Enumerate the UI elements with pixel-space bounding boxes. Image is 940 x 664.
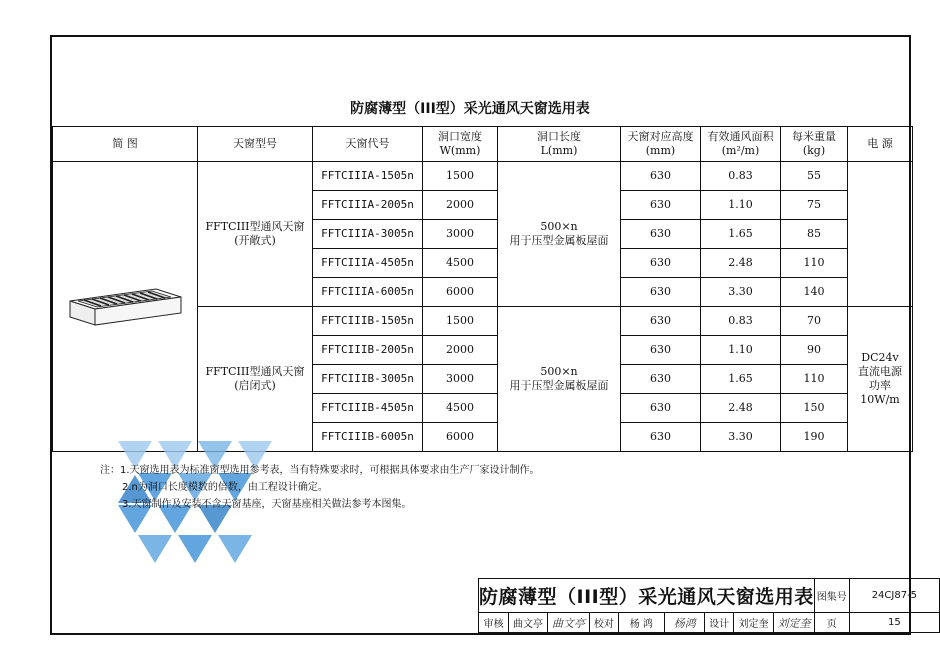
width-cell: 3000 [423,365,498,394]
skylight-diagram [53,162,198,452]
header-length-2: L(mm) [540,144,578,157]
length-cell-b [498,307,621,452]
weight-cell: 90 [781,336,848,365]
power-type: 直流电源 [858,365,902,378]
page-number: 15 [849,613,939,633]
table-title: 防腐薄型（III型）采光通风天窗选用表 [350,101,590,117]
area-cell: 1.10 [701,191,781,220]
note-1: 注：1.天窗选用表为标准窗型选用参考表，当有特殊要求时，可根据具体要求由生产厂家设计制作。 [100,465,540,476]
length-a-2: 用于压型金属板屋面 [509,234,609,247]
area-cell: 2.48 [701,249,781,278]
area-cell: 2.48 [701,394,781,423]
width-cell: 2000 [423,191,498,220]
design-label: 设计 [705,613,733,633]
checker-signature: 杨鸿 [665,613,705,633]
length-b-2: 用于压型金属板屋面 [509,379,609,392]
model-cell-b [198,307,313,452]
height-cell: 630 [621,365,701,394]
skylight-figure [68,287,183,327]
weight-cell: 140 [781,278,848,307]
code-cell: FFTCIIIB-4505n [313,394,423,423]
weight-cell: 110 [781,365,848,394]
header-area [701,127,781,162]
code-cell: FFTCIIIA-2005n [313,191,423,220]
width-cell: 6000 [423,278,498,307]
header-area-1: 有效通风面积 [707,130,774,143]
model-a-type: (开敞式) [234,234,276,247]
designer-name: 刘定奎 [733,613,773,633]
code-cell: FFTCIIIB-3005n [313,365,423,394]
note-2: 2.n为洞口长度模数的倍数，由工程设计确定。 [122,482,328,493]
header-width-1: 洞口宽度 [438,130,482,143]
length-cell-a [498,162,621,307]
reviewer-name: 曲文亭 [509,613,547,633]
height-cell: 630 [621,249,701,278]
area-cell: 0.83 [701,162,781,191]
header-power: 电 源 [848,127,913,162]
height-cell: 630 [621,220,701,249]
atlas-number: 24CJ87-5 [849,579,939,613]
model-b-type: (启闭式) [234,379,276,392]
code-cell: FFTCIIIB-2005n [313,336,423,365]
review-label: 审核 [479,613,509,633]
area-cell: 1.65 [701,365,781,394]
model-b-name: FFTCIII型通风天窗 [205,365,305,378]
weight-cell: 85 [781,220,848,249]
selection-table [52,126,913,452]
height-cell: 630 [621,162,701,191]
header-width-2: W(mm) [439,144,481,157]
note-3: 3.天窗制作及安装不含天窗基座，天窗基座相关做法参考本图集。 [122,499,412,510]
header-length-1: 洞口长度 [537,130,581,143]
check-label: 校对 [590,613,618,633]
area-cell: 1.65 [701,220,781,249]
weight-cell: 70 [781,307,848,336]
title-block [478,578,940,633]
header-area-2: (m²/m) [721,144,760,157]
code-cell: FFTCIIIA-1505n [313,162,423,191]
header-diagram: 简 图 [53,127,198,162]
length-b-1: 500×n [540,365,578,378]
code-cell: FFTCIIIA-3005n [313,220,423,249]
weight-cell: 55 [781,162,848,191]
notes-block [100,462,540,513]
width-cell: 1500 [423,162,498,191]
designer-signature: 刘定奎 [774,613,815,633]
header-height-2: (mm) [645,144,676,157]
header-weight-1: 每米重量 [792,130,836,143]
height-cell: 630 [621,191,701,220]
drawing-title: 防腐薄型（III型）采光通风天窗选用表 [479,579,815,613]
header-width [423,127,498,162]
length-a-1: 500×n [540,220,578,233]
width-cell: 4500 [423,394,498,423]
width-cell: 4500 [423,249,498,278]
weight-cell: 75 [781,191,848,220]
code-cell: FFTCIIIB-1505n [313,307,423,336]
checker-name: 杨 鸿 [618,613,665,633]
height-cell: 630 [621,423,701,452]
power-rating: 功率 10W/m [860,379,900,406]
atlas-label: 图集号 [814,579,849,613]
header-model: 天窗型号 [198,127,313,162]
area-cell: 3.30 [701,278,781,307]
height-cell: 630 [621,336,701,365]
model-cell-a [198,162,313,307]
code-cell: FFTCIIIB-6005n [313,423,423,452]
weight-cell: 110 [781,249,848,278]
header-code: 天窗代号 [313,127,423,162]
reviewer-signature: 曲文亭 [547,613,589,633]
width-cell: 1500 [423,307,498,336]
code-cell: FFTCIIIA-6005n [313,278,423,307]
width-cell: 6000 [423,423,498,452]
area-cell: 1.10 [701,336,781,365]
power-voltage: DC24v [861,351,899,364]
header-weight [781,127,848,162]
height-cell: 630 [621,394,701,423]
weight-cell: 190 [781,423,848,452]
width-cell: 3000 [423,220,498,249]
height-cell: 630 [621,278,701,307]
width-cell: 2000 [423,336,498,365]
header-height-1: 天窗对应高度 [627,130,694,143]
code-cell: FFTCIIIA-4505n [313,249,423,278]
table-row [53,162,913,191]
page-label: 页 [814,613,849,633]
header-length [498,127,621,162]
weight-cell: 150 [781,394,848,423]
header-height [621,127,701,162]
header-row [53,127,913,162]
header-weight-2: (kg) [802,144,826,157]
power-cell-b [848,307,913,452]
area-cell: 3.30 [701,423,781,452]
power-cell-a [848,162,913,307]
height-cell: 630 [621,307,701,336]
model-a-name: FFTCIII型通风天窗 [205,220,305,233]
area-cell: 0.83 [701,307,781,336]
